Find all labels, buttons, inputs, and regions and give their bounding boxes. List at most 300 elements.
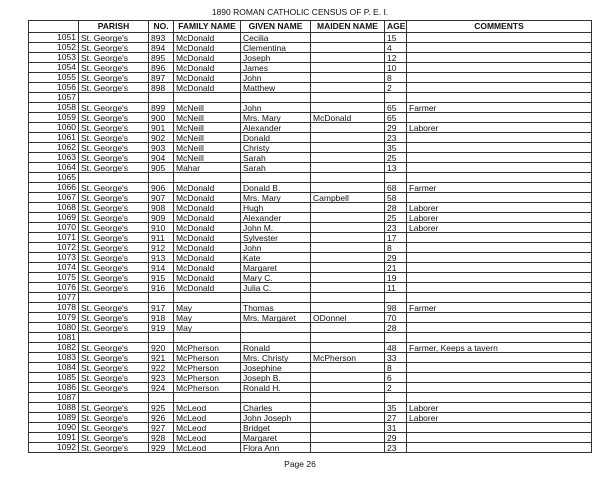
cell-given-name: Thomas <box>241 303 311 313</box>
cell-comments <box>407 293 592 303</box>
cell-given-name <box>241 323 311 333</box>
cell-maiden-name <box>311 323 385 333</box>
cell-maiden-name <box>311 53 385 63</box>
cell-given-name: John Joseph <box>241 413 311 423</box>
cell-family-name: McDonald <box>174 43 241 53</box>
cell-maiden-name <box>311 433 385 443</box>
cell-age: 23 <box>385 443 407 453</box>
cell-comments <box>407 153 592 163</box>
cell-maiden-name <box>311 143 385 153</box>
cell-no: 897 <box>149 73 174 83</box>
cell-comments <box>407 383 592 393</box>
cell-comments <box>407 33 592 43</box>
cell-given-name: Flora Ann <box>241 443 311 453</box>
table-row <box>29 43 592 53</box>
table-body <box>29 33 592 453</box>
cell-line-number: 1062 <box>29 143 79 153</box>
cell-given-name <box>241 173 311 183</box>
cell-parish: St. George's <box>79 203 149 213</box>
cell-line-number: 1072 <box>29 243 79 253</box>
cell-line-number: 1073 <box>29 253 79 263</box>
cell-given-name: Charles <box>241 403 311 413</box>
cell-family-name: McDonald <box>174 183 241 193</box>
cell-no: 904 <box>149 153 174 163</box>
cell-comments <box>407 73 592 83</box>
cell-parish: St. George's <box>79 143 149 153</box>
cell-no: 921 <box>149 353 174 363</box>
cell-age: 27 <box>385 413 407 423</box>
page-number: Page 26 <box>284 459 316 469</box>
cell-age: 10 <box>385 63 407 73</box>
cell-family-name: McPherson <box>174 373 241 383</box>
cell-family-name <box>174 393 241 403</box>
cell-family-name: McDonald <box>174 63 241 73</box>
cell-family-name: McDonald <box>174 33 241 43</box>
cell-line-number: 1054 <box>29 63 79 73</box>
cell-parish: St. George's <box>79 213 149 223</box>
cell-no: 928 <box>149 433 174 443</box>
table-row <box>29 203 592 213</box>
cell-comments <box>407 323 592 333</box>
cell-family-name <box>174 173 241 183</box>
cell-comments <box>407 363 592 373</box>
cell-maiden-name <box>311 73 385 83</box>
cell-line-number: 1056 <box>29 83 79 93</box>
cell-parish: St. George's <box>79 133 149 143</box>
cell-line-number: 1055 <box>29 73 79 83</box>
cell-line-number: 1069 <box>29 213 79 223</box>
cell-comments: Laborer <box>407 123 592 133</box>
table-row <box>29 233 592 243</box>
cell-family-name: McPherson <box>174 383 241 393</box>
cell-age: 11 <box>385 283 407 293</box>
cell-maiden-name: McPherson <box>311 353 385 363</box>
cell-comments <box>407 393 592 403</box>
cell-parish <box>79 93 149 103</box>
cell-family-name: McDonald <box>174 243 241 253</box>
cell-comments: Laborer <box>407 413 592 423</box>
cell-family-name: May <box>174 303 241 313</box>
cell-given-name: John <box>241 243 311 253</box>
cell-given-name: John <box>241 103 311 113</box>
cell-maiden-name <box>311 213 385 223</box>
cell-family-name: McNeill <box>174 103 241 113</box>
cell-maiden-name: McDonald <box>311 113 385 123</box>
cell-family-name: McDonald <box>174 253 241 263</box>
cell-family-name: McPherson <box>174 343 241 353</box>
cell-no: 916 <box>149 283 174 293</box>
cell-maiden-name <box>311 283 385 293</box>
cell-no: 919 <box>149 323 174 333</box>
cell-parish: St. George's <box>79 443 149 453</box>
table-row <box>29 223 592 233</box>
cell-parish: St. George's <box>79 363 149 373</box>
cell-comments <box>407 113 592 123</box>
cell-parish <box>79 173 149 183</box>
table-row <box>29 83 592 93</box>
cell-age: 98 <box>385 303 407 313</box>
cell-parish: St. George's <box>79 63 149 73</box>
cell-comments <box>407 163 592 173</box>
cell-line-number: 1089 <box>29 413 79 423</box>
cell-line-number: 1068 <box>29 203 79 213</box>
cell-line-number: 1081 <box>29 333 79 343</box>
cell-given-name: Donald B. <box>241 183 311 193</box>
cell-no: 917 <box>149 303 174 313</box>
cell-line-number: 1051 <box>29 33 79 43</box>
cell-given-name: James <box>241 63 311 73</box>
cell-no: 914 <box>149 263 174 273</box>
cell-given-name: Mrs. Mary <box>241 113 311 123</box>
cell-parish <box>79 293 149 303</box>
cell-given-name: Sarah <box>241 163 311 173</box>
cell-no: 896 <box>149 63 174 73</box>
cell-maiden-name <box>311 163 385 173</box>
cell-parish: St. George's <box>79 123 149 133</box>
cell-family-name: McDonald <box>174 53 241 63</box>
header-line-number <box>29 21 79 33</box>
cell-parish: St. George's <box>79 243 149 253</box>
cell-maiden-name <box>311 63 385 73</box>
cell-maiden-name <box>311 393 385 403</box>
cell-parish: St. George's <box>79 343 149 353</box>
cell-comments <box>407 93 592 103</box>
cell-given-name: Margaret <box>241 263 311 273</box>
cell-comments <box>407 43 592 53</box>
cell-given-name: Mrs. Christy <box>241 353 311 363</box>
table-row <box>29 53 592 63</box>
cell-given-name: Bridget <box>241 423 311 433</box>
header-family-name: FAMILY NAME <box>174 21 241 33</box>
cell-given-name: John <box>241 73 311 83</box>
table-row <box>29 343 592 353</box>
cell-given-name <box>241 333 311 343</box>
cell-maiden-name <box>311 253 385 263</box>
cell-age: 8 <box>385 363 407 373</box>
cell-line-number: 1061 <box>29 133 79 143</box>
cell-line-number: 1064 <box>29 163 79 173</box>
cell-no <box>149 333 174 343</box>
cell-maiden-name <box>311 223 385 233</box>
cell-given-name: Alexander <box>241 123 311 133</box>
cell-given-name: Christy <box>241 143 311 153</box>
cell-comments <box>407 253 592 263</box>
cell-family-name: McLeod <box>174 413 241 423</box>
cell-line-number: 1090 <box>29 423 79 433</box>
cell-family-name: McDonald <box>174 203 241 213</box>
table-row <box>29 143 592 153</box>
cell-comments: Farmer, Keeps a tavern <box>407 343 592 353</box>
cell-given-name: John M. <box>241 223 311 233</box>
cell-maiden-name <box>311 273 385 283</box>
cell-maiden-name <box>311 263 385 273</box>
cell-line-number: 1065 <box>29 173 79 183</box>
cell-age: 31 <box>385 423 407 433</box>
cell-age: 4 <box>385 43 407 53</box>
cell-parish: St. George's <box>79 33 149 43</box>
cell-maiden-name <box>311 403 385 413</box>
table-row <box>29 333 592 343</box>
cell-given-name: Matthew <box>241 83 311 93</box>
cell-family-name: McPherson <box>174 363 241 373</box>
cell-family-name: McLeod <box>174 423 241 433</box>
header-parish: PARISH <box>79 21 149 33</box>
cell-age: 28 <box>385 323 407 333</box>
cell-age: 65 <box>385 113 407 123</box>
cell-maiden-name <box>311 373 385 383</box>
cell-line-number: 1057 <box>29 93 79 103</box>
cell-age: 28 <box>385 203 407 213</box>
cell-no: 925 <box>149 403 174 413</box>
cell-no: 923 <box>149 373 174 383</box>
cell-given-name: Julia C. <box>241 283 311 293</box>
table-row <box>29 73 592 83</box>
table-row <box>29 213 592 223</box>
cell-given-name: Margaret <box>241 433 311 443</box>
cell-line-number: 1052 <box>29 43 79 53</box>
cell-age: 2 <box>385 383 407 393</box>
cell-maiden-name <box>311 33 385 43</box>
cell-comments <box>407 173 592 183</box>
cell-no: 894 <box>149 43 174 53</box>
cell-parish: St. George's <box>79 433 149 443</box>
cell-comments <box>407 263 592 273</box>
cell-maiden-name <box>311 203 385 213</box>
cell-parish <box>79 333 149 343</box>
cell-line-number: 1070 <box>29 223 79 233</box>
cell-line-number: 1058 <box>29 103 79 113</box>
cell-comments <box>407 233 592 243</box>
cell-line-number: 1084 <box>29 363 79 373</box>
cell-age: 21 <box>385 263 407 273</box>
cell-given-name: Alexander <box>241 213 311 223</box>
cell-parish: St. George's <box>79 323 149 333</box>
table-row <box>29 193 592 203</box>
cell-maiden-name <box>311 183 385 193</box>
cell-family-name: McNeill <box>174 113 241 123</box>
cell-given-name <box>241 93 311 103</box>
cell-no: 911 <box>149 233 174 243</box>
cell-comments <box>407 143 592 153</box>
cell-comments <box>407 373 592 383</box>
cell-comments <box>407 243 592 253</box>
cell-no: 898 <box>149 83 174 93</box>
cell-line-number: 1087 <box>29 393 79 403</box>
cell-maiden-name <box>311 423 385 433</box>
cell-age: 23 <box>385 133 407 143</box>
cell-line-number: 1077 <box>29 293 79 303</box>
cell-given-name: Cecilia <box>241 33 311 43</box>
cell-comments: Farmer <box>407 303 592 313</box>
cell-comments <box>407 273 592 283</box>
cell-family-name: McDonald <box>174 223 241 233</box>
cell-maiden-name <box>311 133 385 143</box>
cell-family-name: McNeill <box>174 123 241 133</box>
cell-parish: St. George's <box>79 113 149 123</box>
cell-no: 909 <box>149 213 174 223</box>
cell-family-name: McLeod <box>174 433 241 443</box>
cell-line-number: 1067 <box>29 193 79 203</box>
cell-parish: St. George's <box>79 313 149 323</box>
cell-parish: St. George's <box>79 163 149 173</box>
table-row <box>29 253 592 263</box>
cell-family-name: McNeill <box>174 153 241 163</box>
cell-parish: St. George's <box>79 423 149 433</box>
cell-parish: St. George's <box>79 233 149 243</box>
cell-given-name <box>241 293 311 303</box>
cell-parish: St. George's <box>79 263 149 273</box>
table-row <box>29 293 592 303</box>
cell-no: 922 <box>149 363 174 373</box>
cell-comments <box>407 53 592 63</box>
cell-no: 920 <box>149 343 174 353</box>
cell-given-name: Sarah <box>241 153 311 163</box>
cell-no: 929 <box>149 443 174 453</box>
table-row <box>29 273 592 283</box>
cell-line-number: 1066 <box>29 183 79 193</box>
cell-no: 895 <box>149 53 174 63</box>
cell-maiden-name <box>311 43 385 53</box>
cell-no: 913 <box>149 253 174 263</box>
cell-age: 48 <box>385 343 407 353</box>
table-row <box>29 113 592 123</box>
cell-parish: St. George's <box>79 373 149 383</box>
cell-line-number: 1088 <box>29 403 79 413</box>
cell-age: 23 <box>385 223 407 233</box>
cell-age: 17 <box>385 233 407 243</box>
cell-comments <box>407 333 592 343</box>
cell-given-name <box>241 393 311 403</box>
cell-line-number: 1059 <box>29 113 79 123</box>
cell-age: 70 <box>385 313 407 323</box>
cell-no: 907 <box>149 193 174 203</box>
table-row <box>29 423 592 433</box>
header-age: AGE <box>385 21 407 33</box>
cell-family-name: Mahar <box>174 163 241 173</box>
page-title: 1890 ROMAN CATHOLIC CENSUS OF P. E. I. <box>211 7 389 17</box>
cell-age: 29 <box>385 433 407 443</box>
cell-line-number: 1080 <box>29 323 79 333</box>
header-row <box>29 21 592 33</box>
cell-given-name: Josephine <box>241 363 311 373</box>
cell-age: 25 <box>385 153 407 163</box>
cell-comments: Farmer <box>407 183 592 193</box>
cell-line-number: 1053 <box>29 53 79 63</box>
cell-line-number: 1092 <box>29 443 79 453</box>
cell-given-name: Hugh <box>241 203 311 213</box>
cell-no: 905 <box>149 163 174 173</box>
cell-line-number: 1086 <box>29 383 79 393</box>
cell-comments: Laborer <box>407 213 592 223</box>
table-row <box>29 63 592 73</box>
cell-maiden-name: ODonnel <box>311 313 385 323</box>
table-row <box>29 183 592 193</box>
cell-age: 35 <box>385 403 407 413</box>
cell-age: 15 <box>385 33 407 43</box>
cell-maiden-name <box>311 123 385 133</box>
table-row <box>29 413 592 423</box>
cell-maiden-name <box>311 153 385 163</box>
cell-given-name: Sylvester <box>241 233 311 243</box>
cell-comments: Farmer <box>407 103 592 113</box>
cell-maiden-name <box>311 383 385 393</box>
census-table <box>28 20 592 453</box>
cell-no: 900 <box>149 113 174 123</box>
cell-family-name: May <box>174 323 241 333</box>
cell-family-name: McDonald <box>174 73 241 83</box>
cell-no: 908 <box>149 203 174 213</box>
cell-parish: St. George's <box>79 253 149 263</box>
cell-no <box>149 173 174 183</box>
cell-given-name: Joseph B. <box>241 373 311 383</box>
table-row <box>29 353 592 363</box>
cell-age: 35 <box>385 143 407 153</box>
table-row <box>29 323 592 333</box>
cell-family-name <box>174 93 241 103</box>
cell-family-name: McNeill <box>174 133 241 143</box>
cell-family-name: McLeod <box>174 403 241 413</box>
cell-comments <box>407 83 592 93</box>
cell-family-name: McDonald <box>174 83 241 93</box>
table-row <box>29 403 592 413</box>
cell-no: 906 <box>149 183 174 193</box>
cell-maiden-name <box>311 103 385 113</box>
cell-age: 33 <box>385 353 407 363</box>
cell-maiden-name <box>311 303 385 313</box>
cell-parish: St. George's <box>79 183 149 193</box>
cell-age: 8 <box>385 73 407 83</box>
cell-age: 13 <box>385 163 407 173</box>
cell-maiden-name <box>311 413 385 423</box>
cell-parish: St. George's <box>79 103 149 113</box>
cell-age: 6 <box>385 373 407 383</box>
cell-age: 58 <box>385 193 407 203</box>
cell-family-name <box>174 293 241 303</box>
cell-comments <box>407 443 592 453</box>
cell-no: 918 <box>149 313 174 323</box>
cell-age <box>385 333 407 343</box>
cell-parish: St. George's <box>79 403 149 413</box>
cell-family-name: McLeod <box>174 443 241 453</box>
cell-no: 901 <box>149 123 174 133</box>
cell-line-number: 1074 <box>29 263 79 273</box>
table-row <box>29 313 592 323</box>
cell-age <box>385 173 407 183</box>
cell-line-number: 1060 <box>29 123 79 133</box>
cell-given-name: Mrs. Margaret <box>241 313 311 323</box>
cell-maiden-name <box>311 363 385 373</box>
table-row <box>29 433 592 443</box>
cell-age: 19 <box>385 273 407 283</box>
cell-line-number: 1082 <box>29 343 79 353</box>
cell-given-name: Kate <box>241 253 311 263</box>
cell-comments <box>407 433 592 443</box>
cell-family-name: McDonald <box>174 283 241 293</box>
cell-no: 893 <box>149 33 174 43</box>
cell-no: 903 <box>149 143 174 153</box>
cell-comments <box>407 133 592 143</box>
cell-parish: St. George's <box>79 83 149 93</box>
cell-family-name <box>174 333 241 343</box>
cell-parish: St. George's <box>79 43 149 53</box>
cell-age: 8 <box>385 243 407 253</box>
cell-no <box>149 293 174 303</box>
cell-line-number: 1079 <box>29 313 79 323</box>
cell-comments <box>407 193 592 203</box>
cell-line-number: 1083 <box>29 353 79 363</box>
cell-family-name: McDonald <box>174 193 241 203</box>
cell-line-number: 1071 <box>29 233 79 243</box>
